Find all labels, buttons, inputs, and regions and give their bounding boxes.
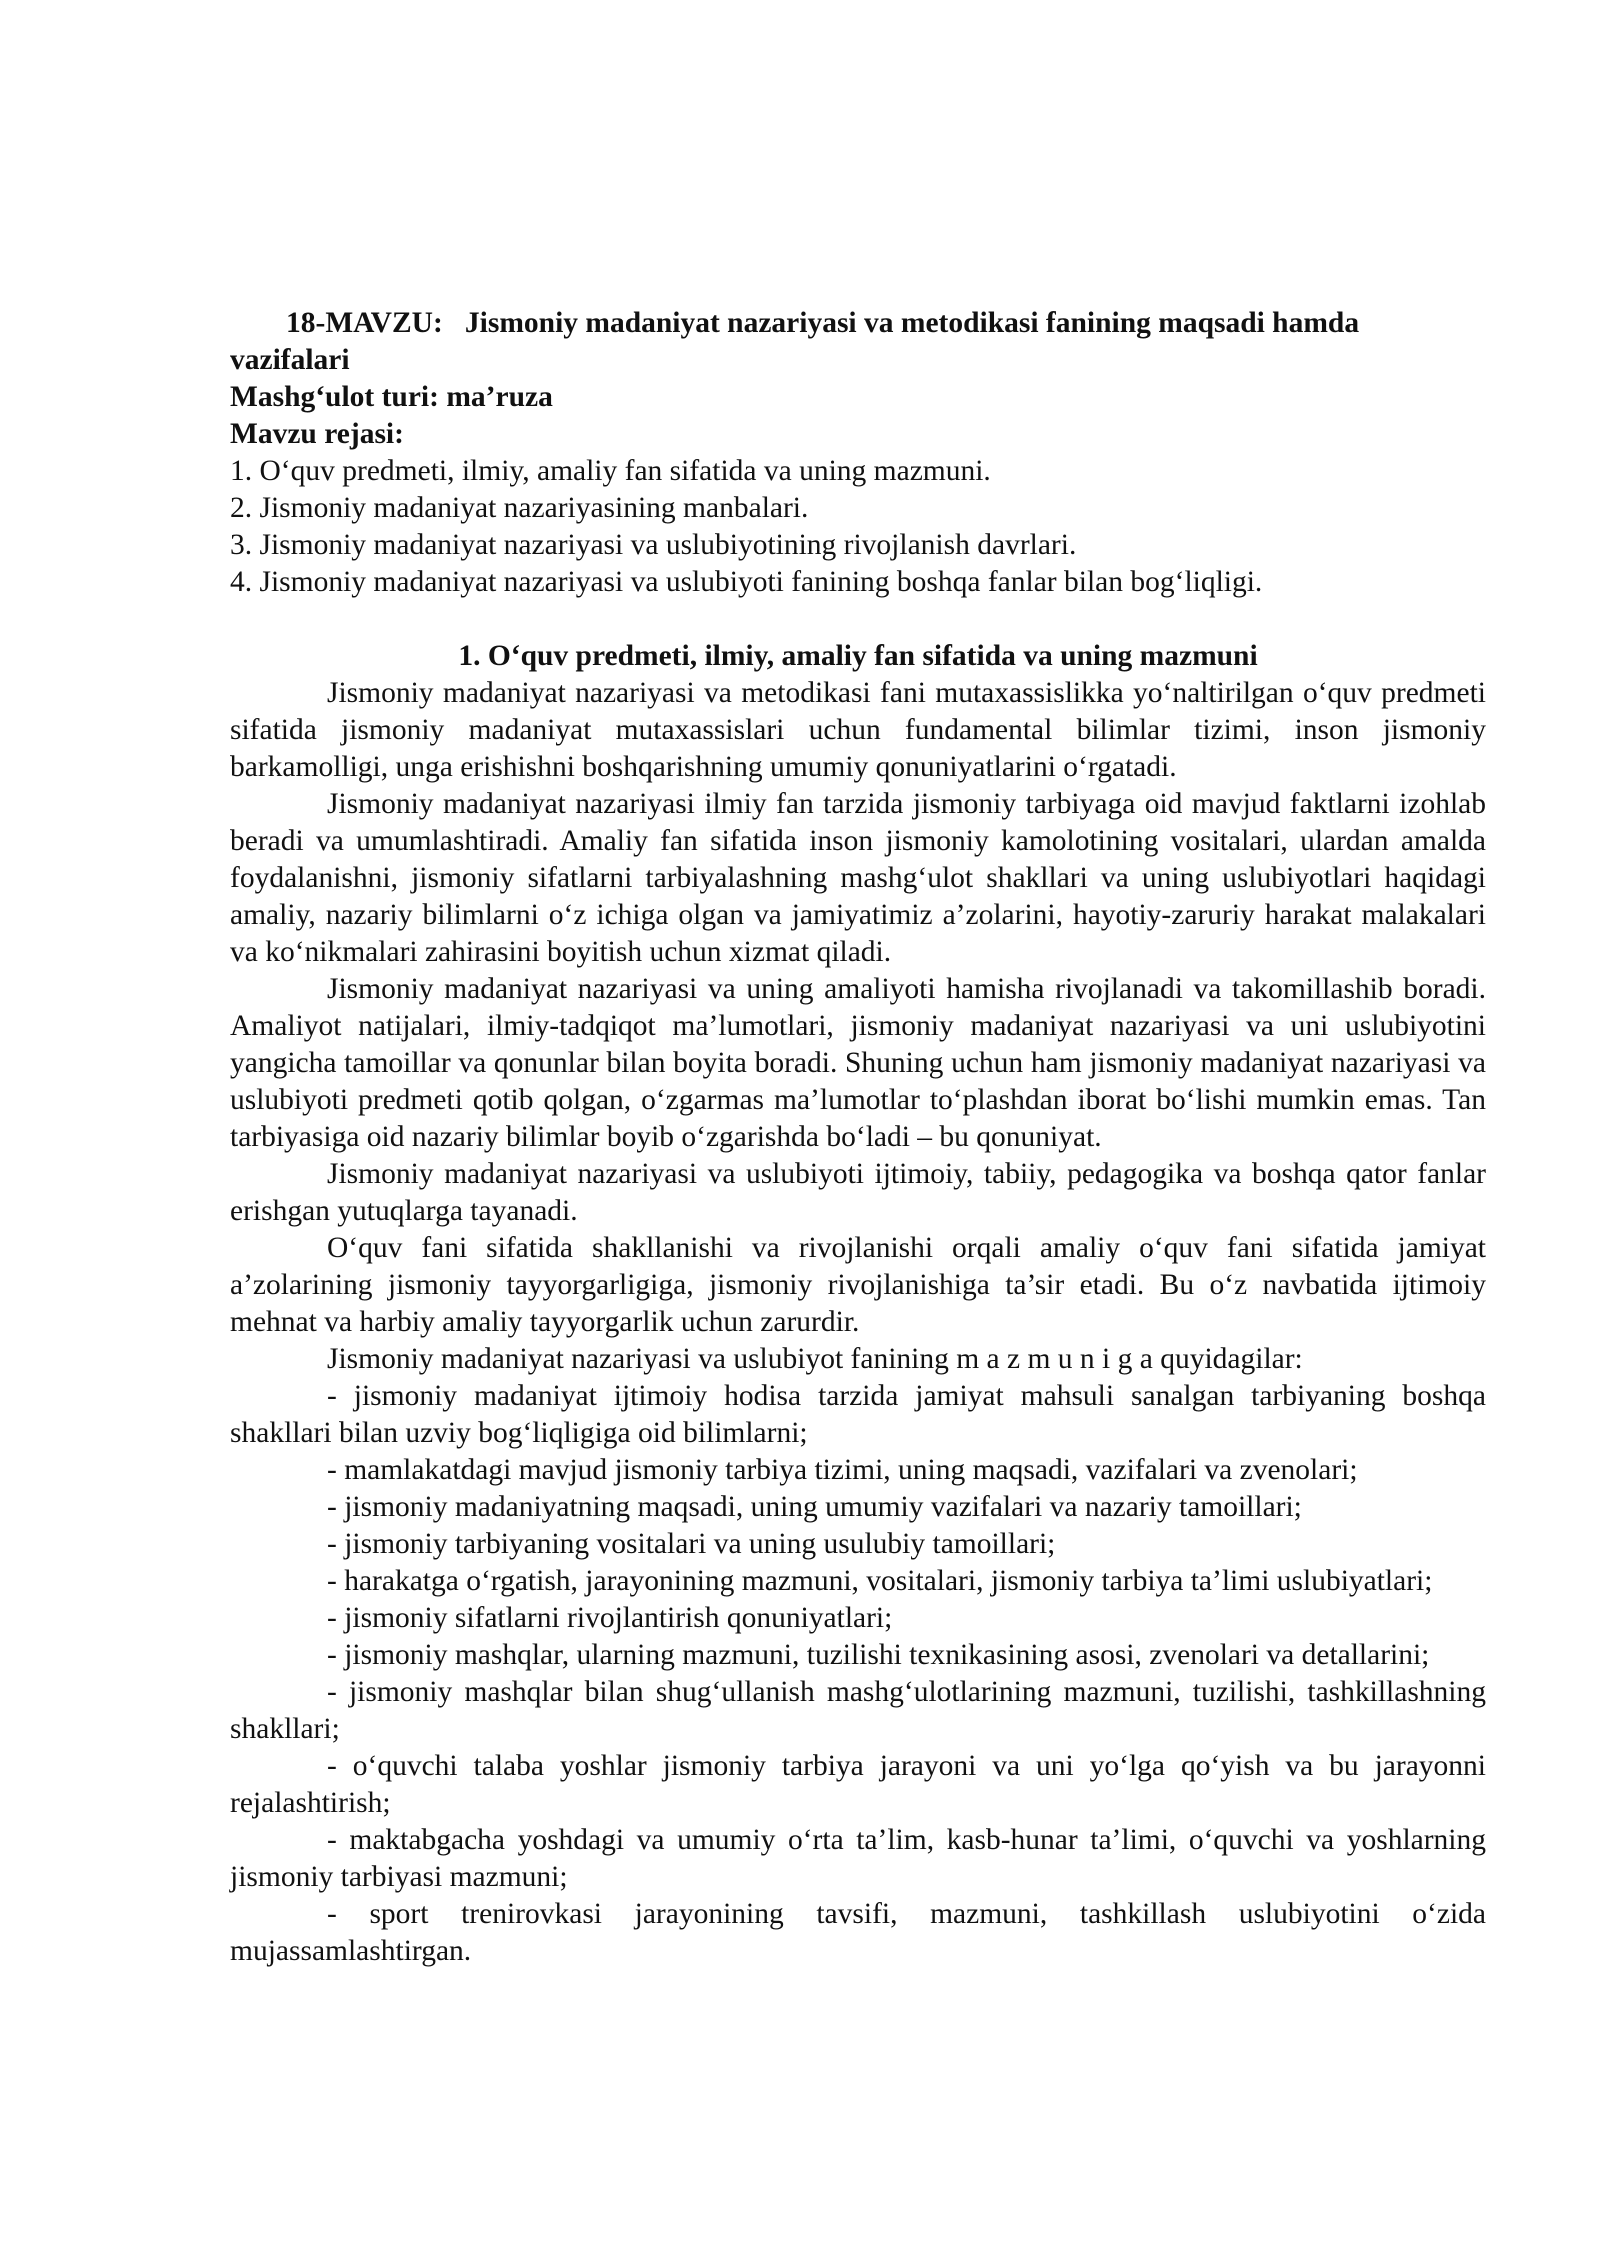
- plan-list: [230, 453, 1486, 601]
- paragraph: Jismoniy madaniyat nazariyasi va metodikasi fani mutaxassislikka yo‘naltirilgan o‘quv predmeti sifatida jismoniy madaniyat mutaxassislari uchun fundamental bilimlar tizimi, inson jismoniy barkamolligi, unga erishishni boshqarishning umumiy qonuniyatlarini o‘rgatadi.: [230, 677, 1486, 783]
- section-body: [230, 675, 1486, 1970]
- plan-item: 1. O‘quv predmeti, ilmiy, amaliy fan sifatida va uning mazmuni.: [230, 455, 991, 487]
- list-item: - jismoniy sifatlarni rivojlantirish qonuniyatlari;: [327, 1602, 893, 1634]
- list-item: - o‘quvchi talaba yoshlar jismoniy tarbiya jarayoni va uni yo‘lga qo‘yish va bu jarayonni rejalashtirish;: [230, 1750, 1486, 1819]
- list-item: - jismoniy madaniyatning maqsadi, uning umumiy vazifalari va nazariy tamoillari;: [327, 1491, 1302, 1523]
- paragraph: Jismoniy madaniyat nazariyasi va uning amaliyoti hamisha rivojlanadi va takomillashib boradi. Amaliyot natijalari, ilmiy-tadqiqot ma’lumotlari, jismoniy madaniyat nazariyasi va uni uslubiyotini yangicha tamoillar va qonunlar bilan boyita boradi. Shuning uchun ham jismoniy madaniyat nazariyasi va uslubiyoti predmeti qotib qolgan, o‘zgarmas ma’lumotlar to‘plashdan iborat bo‘lishi mumkin emas. Tan tarbiyasiga oid nazariy bilimlar boyib o‘zgarishda bo‘ladi – bu qonuniyat.: [230, 973, 1486, 1153]
- topic-title-text: Jismoniy madaniyat nazariyasi va metodikasi fanining maqsadi hamda vazifalari: [230, 307, 1360, 376]
- plan-item: 2. Jismoniy madaniyat nazariyasining manbalari.: [230, 492, 809, 524]
- paragraph: Jismoniy madaniyat nazariyasi ilmiy fan tarzida jismoniy tarbiyaga oid mavjud faktlarni izohlab beradi va umumlashtiradi. Amaliy fan sifatida inson jismoniy kamolotining vositalari, ulardan amalda foydalanishni, jismoniy sifatlarni tarbiyalashning mashg‘ulot shakllari va uning uslubiyotlari haqidagi amaliy, nazariy bilimlarni o‘z ichiga olgan va jamiyatimiz a’zolarini, hayotiy-zaruriy harakat malakalari va ko‘nikmalari zahirasini boyitish uchun xizmat qiladi.: [230, 788, 1486, 968]
- list-item: - jismoniy mashqlar, ularning mazmuni, tuzilishi texnikasining asosi, zvenolari va detallarini;: [327, 1639, 1430, 1671]
- plan-heading: Mavzu rejasi:: [230, 418, 404, 450]
- topic-title: [230, 305, 1486, 379]
- paragraph: O‘quv fani sifatida shakllanishi va rivojlanishi orqali amaliy o‘quv fani sifatida jamiyat a’zolarining jismoniy tayyorgarligiga, jismoniy rivojlanishiga ta’sir etadi. Bu o‘z navbatida ijtimoiy mehnat va harbiy amaliy tayyorgarlik uchun zarurdir.: [230, 1232, 1486, 1338]
- paragraph: Jismoniy madaniyat nazariyasi va uslubiyot fanining m a z m u n i g a quyidagilar:: [327, 1343, 1303, 1375]
- list-item: - maktabgacha yoshdagi va umumiy o‘rta ta’lim, kasb-hunar ta’limi, o‘quvchi va yoshlarning jismoniy tarbiyasi mazmuni;: [230, 1824, 1486, 1893]
- topic-number: 18-MAVZU:: [286, 307, 443, 339]
- list-item: - sport trenirovkasi jarayonining tavsifi, mazmuni, tashkillash uslubiyotini o‘zida mujassamlashtirgan.: [230, 1898, 1486, 1967]
- paragraph: Jismoniy madaniyat nazariyasi va uslubiyoti ijtimoiy, tabiiy, pedagogika va boshqa qator fanlar erishgan yutuqlarga tayanadi.: [230, 1158, 1486, 1227]
- lesson-type: Mashg‘ulot turi: ma’ruza: [230, 381, 553, 413]
- list-item: - harakatga o‘rgatish, jarayonining mazmuni, vositalari, jismoniy tarbiya ta’limi uslubiyatlari;: [327, 1565, 1433, 1597]
- document-page: [230, 305, 1486, 1970]
- section-heading: 1. O‘quv predmeti, ilmiy, amaliy fan sifatida va uning mazmuni: [458, 640, 1258, 672]
- list-item: - jismoniy tarbiyaning vositalari va uning usulubiy tamoillari;: [327, 1528, 1056, 1560]
- list-item: - mamlakatdagi mavjud jismoniy tarbiya tizimi, uning maqsadi, vazifalari va zvenolari;: [327, 1454, 1358, 1486]
- plan-item: 3. Jismoniy madaniyat nazariyasi va uslubiyotining rivojlanish davrlari.: [230, 529, 1077, 561]
- list-item: - jismoniy madaniyat ijtimoiy hodisa tarzida jamiyat mahsuli sanalgan tarbiyaning boshqa shakllari bilan uzviy bog‘liqligiga oid bilimlarni;: [230, 1380, 1486, 1449]
- list-item: - jismoniy mashqlar bilan shug‘ullanish mashg‘ulotlarining mazmuni, tuzilishi, tashkillashning shakllari;: [230, 1676, 1486, 1745]
- plan-item: 4. Jismoniy madaniyat nazariyasi va uslubiyoti fanining boshqa fanlar bilan bog‘liqligi.: [230, 566, 1263, 598]
